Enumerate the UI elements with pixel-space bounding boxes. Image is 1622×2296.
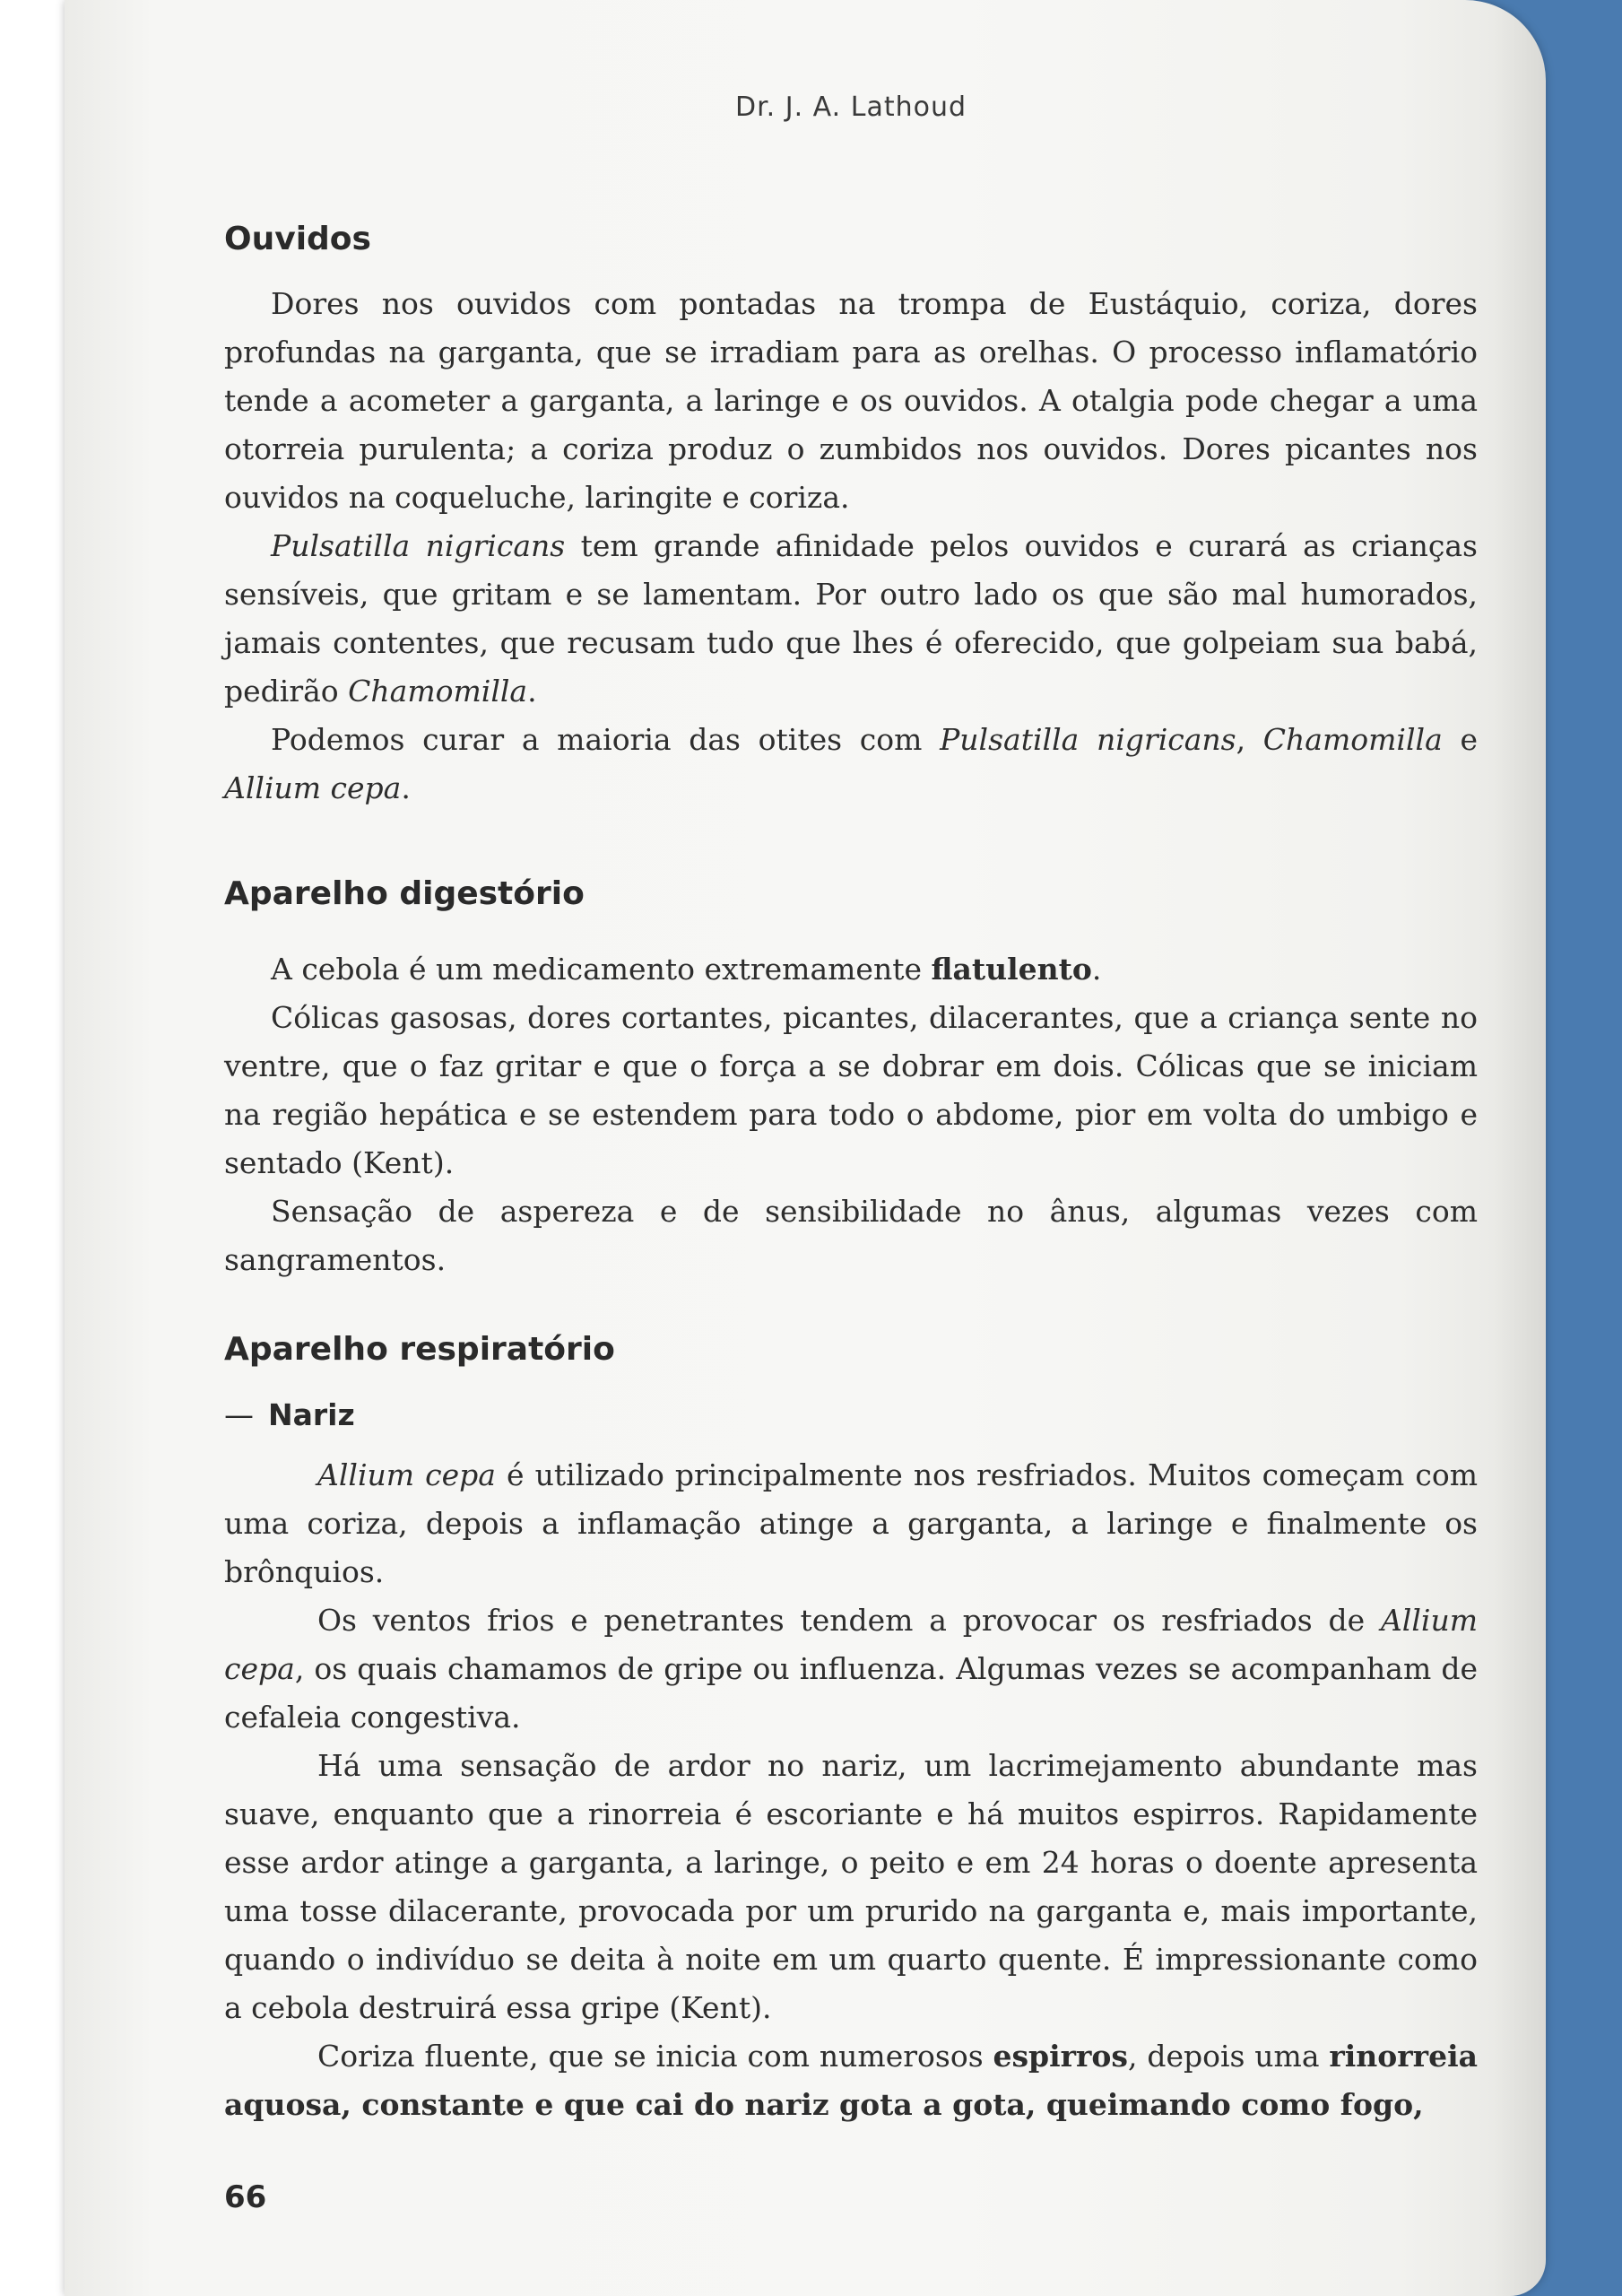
ouvidos-p3-italic-1: Pulsatilla nigricans [940, 722, 1236, 757]
ouvidos-p2-italic-end: Chamomilla [348, 674, 528, 709]
respiratorio-paragraph-2 [224, 1596, 1478, 1742]
heading-ouvidos: Ouvidos [224, 221, 371, 257]
ouvidos-paragraphs [224, 280, 1478, 813]
respiratorio-p2-end: , os quais chamamos de gripe ou influenza. Algumas vezes se acompanham de cefaleia congestiva. [224, 1651, 1478, 1735]
respiratorio-paragraph-3: Há uma sensação de ardor no nariz, um lacrimejamento abundante mas suave, enquanto que a rinorreia é escoriante e há muitos espirros. Rapidamente esse ardor atinge a garganta, a laringe, o peito e em 24 horas o doente apresenta uma tosse dilacerante, provocada por um prurido na garganta e, mais importante, quando o indivíduo se deita à noite em um quarto quente. É impressionante como a cebola destruirá essa gripe (Kent). [224, 1748, 1478, 2025]
ouvidos-p3-sep: , [1236, 722, 1263, 757]
ouvidos-paragraph-2 [224, 522, 1478, 716]
respiratorio-paragraphs [224, 1451, 1478, 2129]
digestorio-p1-bold: flatulento [931, 952, 1092, 987]
page-number: 66 [224, 2179, 267, 2215]
respiratorio-p4-bold-2: rinorreia aquosa, constante e que cai do nariz gota a gota, queimando como fogo, [224, 2039, 1478, 2122]
ouvidos-p2-italic: Pulsatilla nigricans [271, 528, 566, 563]
heading-aparelho-respiratorio: Aparelho respiratório [224, 1331, 615, 1368]
digestorio-paragraphs [224, 945, 1478, 1284]
heading-aparelho-digestorio: Aparelho digestório [224, 875, 585, 912]
respiratorio-paragraph-4 [224, 2032, 1478, 2129]
respiratorio-p4-text: Coriza fluente, que se inicia com numerosos [317, 2039, 993, 2074]
respiratorio-p1-italic: Allium cepa [317, 1457, 496, 1492]
digestorio-p1-end: . [1091, 952, 1102, 987]
respiratorio-p2-text: Os ventos frios e penetrantes tendem a provocar os resfriados de [317, 1603, 1381, 1638]
book-page [65, 0, 1546, 2296]
digestorio-paragraph-1 [224, 945, 1478, 994]
running-head: Dr. J. A. Lathoud [734, 91, 967, 123]
ouvidos-p2-text: tem grande afinidade pelos ouvidos e curará as crianças sensíveis, que gritam e se lamentam. Por outro lado os que são mal humorados, jamais contentes, que recusam tudo que lhes é oferecido, que golpeiam sua babá, pedirão [224, 528, 1478, 709]
respiratorio-p2-italic: Allium cepa [224, 1603, 1478, 1686]
respiratorio-paragraph-1 [224, 1451, 1478, 1596]
respiratorio-p4-bold-1: espirros [993, 2039, 1129, 2074]
ouvidos-p3-italic-3: Allium cepa [224, 770, 402, 805]
subheading-nariz [224, 1397, 355, 1432]
digestorio-p1-text: A cebola é um medicamento extremamente [271, 952, 932, 987]
respiratorio-p4-mid: , depois uma [1128, 2039, 1330, 2074]
digestorio-paragraph-2: Cólicas gasosas, dores cortantes, picantes, dilacerantes, que a criança sente no ventre, que o faz gritar e que o força a se dobrar em dois. Cólicas que se iniciam na região hepática e se estendem para todo o abdome, pior em volta do umbigo e sentado (Kent). [224, 1000, 1478, 1180]
ouvidos-p3-and: e [1442, 722, 1478, 757]
respiratorio-p1-text: é utilizado principalmente nos resfriados. Muitos começam com uma coriza, depois a inflamação atinge a garganta, a laringe e finalmente os brônquios. [224, 1457, 1478, 1589]
ouvidos-paragraph-3 [224, 716, 1478, 813]
ouvidos-p3-italic-2: Chamomilla [1262, 722, 1443, 757]
subheading-dash: — [224, 1397, 254, 1432]
page-edge-shadow [1492, 0, 1546, 2296]
subheading-nariz-label: Nariz [268, 1397, 355, 1432]
ouvidos-paragraph-1: Dores nos ouvidos com pontadas na trompa de Eustáquio, coriza, dores profundas na garganta, que se irradiam para as orelhas. O processo inflamatório tende a acometer a garganta, a laringe e os ouvidos. A otalgia pode chegar a uma otorreia purulenta; a coriza produz o zumbidos nos ouvidos. Dores picantes nos ouvidos na coqueluche, laringite e coriza. [224, 286, 1478, 515]
ouvidos-p3-text: Podemos curar a maioria das otites com [271, 722, 941, 757]
ouvidos-p2-end: . [527, 674, 537, 709]
ouvidos-p3-end: . [401, 770, 411, 805]
digestorio-paragraph-3: Sensação de aspereza e de sensibilidade no ânus, algumas vezes com sangramentos. [224, 1194, 1478, 1277]
